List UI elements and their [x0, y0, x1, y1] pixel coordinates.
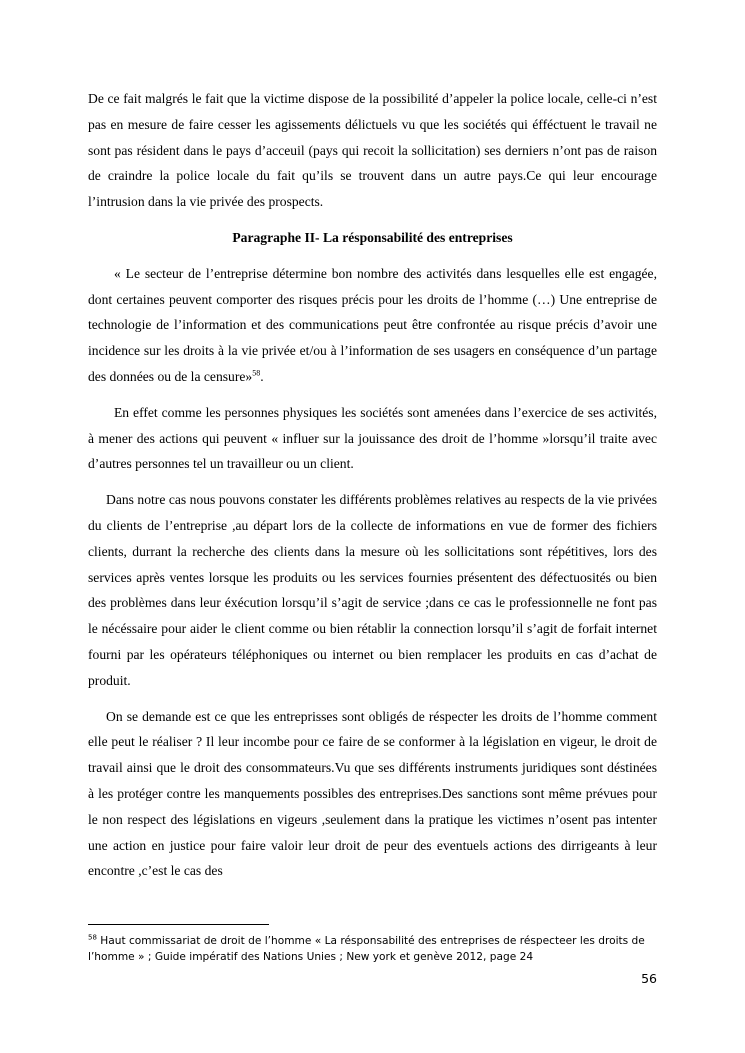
footnote-separator — [88, 924, 269, 925]
body-text — [88, 86, 657, 894]
page-number: 56 — [641, 971, 657, 986]
paragraph-problems: Dans notre cas nous pouvons constater les différents problèmes relatives au respects de la vie privées du clients de l’entreprise ,au départ lors de la collecte de informations en vue de former des fichiers clients, durrant la recherche des clients dans la mesure où les sollicitations sont répétitives, lors des services après ventes lorsque les produits ou les services fournies présentent des défectuosités ou bien des problèmes dans leur éxécution lorsqu’il s’agit de service ;dans ce cas le professionnelle ne font pas le nécéssaire pour aider le client comme ou bien rétablir la connection lorsqu’il s’agit de forfait internet fourni par les opérateurs téléphoniques ou internet ou bien remplacer les produits en cas d’achat de produit. — [88, 492, 657, 688]
section-heading: Paragraphe II- La résponsabilité des entreprises — [232, 229, 513, 245]
paragraph-intro: De ce fait malgrés le fait que la victime dispose de la possibilité d’appeler la police locale, celle-ci n’est pas en mesure de faire cesser les agissements délictuels vu que les sociétés qui éfféctuent le travail ne sont pas résident dans le pays d’acceuil (pays qui recoit la sollicitation) ses derniers n’ont pas de raison de craindre la police locale du fait qu’ils se trouvent dans un autre pays.Ce qui leur encourage l’intrusion dans la vie privée des prospects. — [88, 91, 657, 210]
footnote-number: 58 — [88, 933, 97, 942]
footnote-reference[interactable]: 58 — [252, 368, 261, 378]
paragraph-quote — [88, 261, 657, 390]
footnote-text: Haut commissariat de droit de l’homme « La résponsabilité des entreprises de réspecteer les droits de l’homme » ; Guide impératif des Nations Unies ; New york et genève 2012, page 24 — [88, 935, 645, 963]
quote-text: « Le secteur de l’entreprise détermine bon nombre des activités dans lesquelles elle est engagée, dont certaines peuvent comporter des risques précis pour les droits de l’homme (…) Une entreprise de technologie de l’information et des communications peut être confrontée au risque précis d’avoir une incidence sur les droits à la vie privée et/ou à l’information de ses usagers en conséquence d’un partage des données ou de la censure» — [88, 265, 657, 384]
paragraph-obligations: On se demande est ce que les entreprisses sont obligés de réspecter les droits de l’homme comment elle peut le réaliser ? Il leur incombe pour ce faire de se conformer à la législation en vigeur, le droit de travail ainsi que le droit des consommateurs.Vu que ses différents instruments juridiques sont déstinées à les protéger contre les manquements possibles des entreprises.Des sanctions sont même prévues pour le non respect des législations en vigeurs ,seulement dans la pratique les victimes n’osent pas intenter une action en justice pour faire valoir leur droit de peur des eventuels actions des dirrigeants à leur encontre ,c’est le cas des — [88, 708, 657, 879]
footnote — [88, 933, 657, 965]
quote-period: . — [260, 368, 264, 384]
paragraph-companies: En effet comme les personnes physiques les sociétés sont amenées dans l’exercice de ses activités, à mener des actions qui peuvent « influer sur la jouissance des droit de l’homme »lorsqu’il traite avec d’autres personnes tel un travailleur ou un client. — [88, 404, 657, 472]
